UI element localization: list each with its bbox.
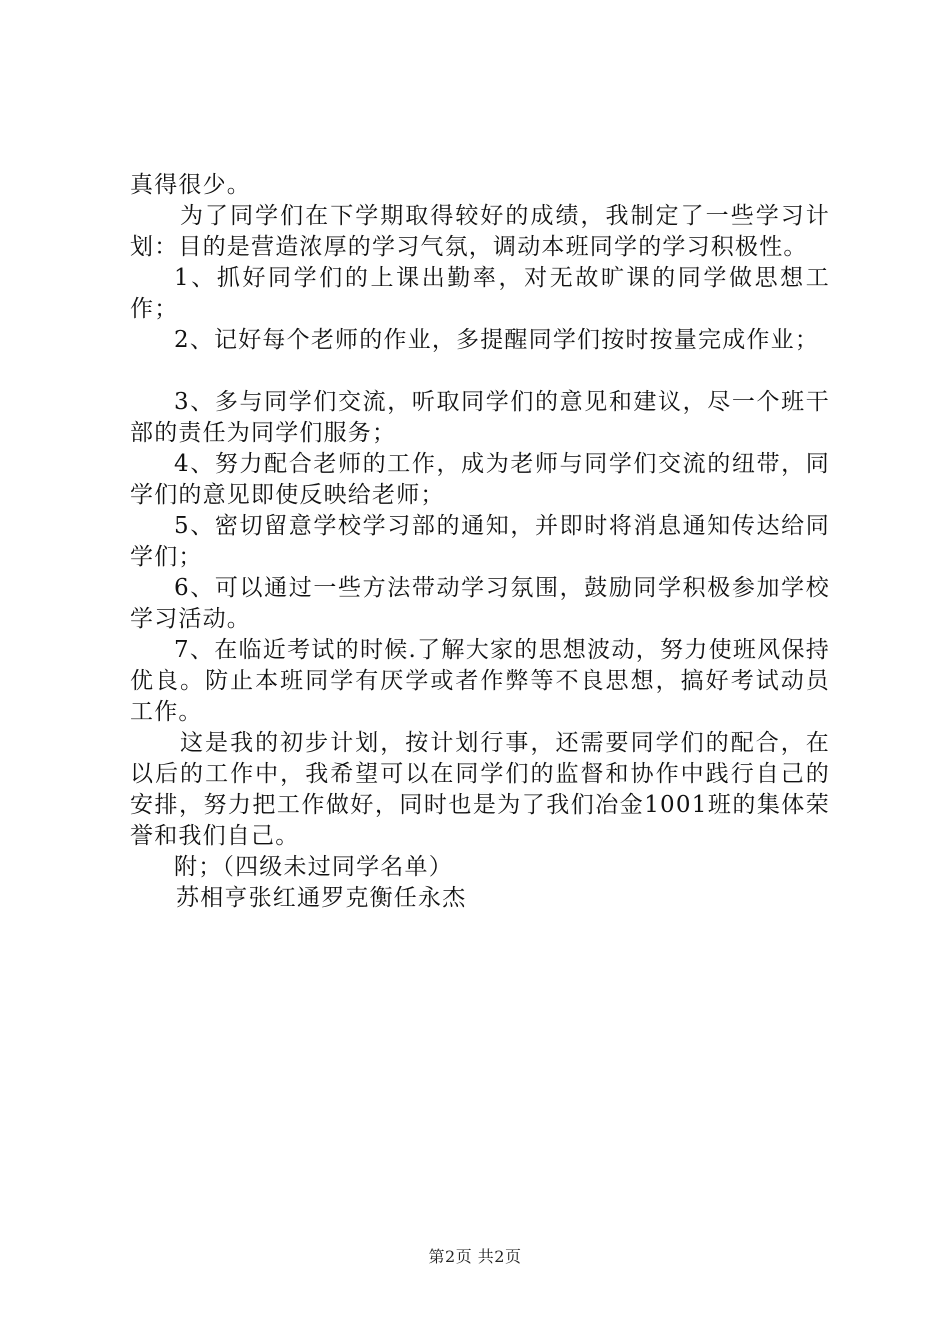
blank-line	[130, 356, 830, 387]
appendix-names: 苏相亨张红通罗克衡任永杰	[176, 885, 467, 911]
plan-item-7: 7、在临近考试的时候.了解大家的思想波动，努力使班风保持优良。防止本班同学有厌学或者作弊等不良思想，搞好考试动员工作。	[130, 637, 830, 725]
plan-item-1: 1、抓好同学们的上课出勤率，对无故旷课的同学做思想工作；	[130, 265, 830, 322]
plan-item-2: 2、记好每个老师的作业，多提醒同学们按时按量完成作业；	[174, 327, 820, 353]
plan-item-5: 5、密切留意学校学习部的通知，并即时将消息通知传达给同学们；	[130, 513, 830, 570]
paragraph-plan-intro: 为了同学们在下学期取得较好的成绩，我制定了一些学习计划：目的是营造浓厚的学习气氛，调动本班同学的学习积极性。	[130, 203, 830, 260]
plan-item-6: 6、可以通过一些方法带动学习氛围，鼓励同学积极参加学校学习活动。	[130, 575, 830, 632]
paragraph-continuation: 真得很少。	[130, 172, 251, 198]
appendix-heading: 附；（四级未过同学名单）	[174, 854, 453, 880]
paragraph-conclusion: 这是我的初步计划，按计划行事，还需要同学们的配合，在以后的工作中，我希望可以在同学们的监督和协作中践行自己的安排，努力把工作做好，同时也是为了我们冶金1001班的集体荣誉和我们自己。	[130, 730, 830, 849]
plan-item-4: 4、努力配合老师的工作，成为老师与同学们交流的纽带，同学们的意见即使反映给老师；	[130, 451, 830, 508]
document-body	[130, 170, 830, 914]
page-footer: 第2页 共2页	[428, 1247, 522, 1266]
plan-item-3: 3、多与同学们交流，听取同学们的意见和建议，尽一个班干部的责任为同学们服务；	[130, 389, 830, 446]
